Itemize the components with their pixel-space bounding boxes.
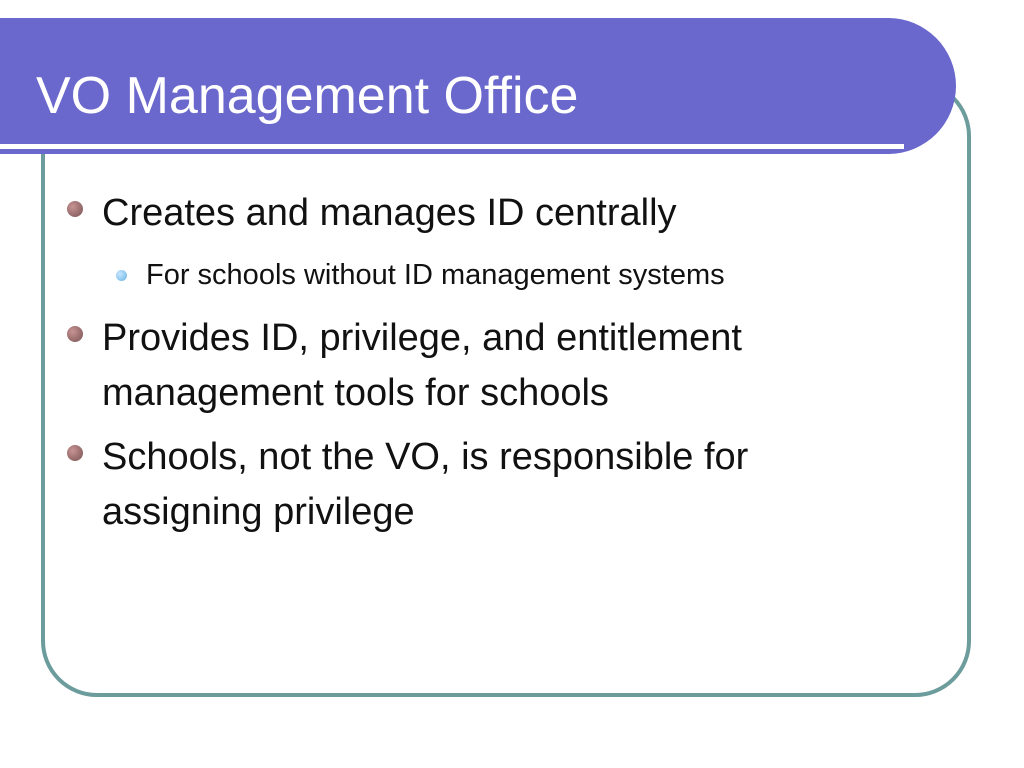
title-banner bbox=[0, 18, 956, 154]
sub-bullet-text: For schools without ID management systems bbox=[146, 259, 725, 291]
bullet-text-line-2: management tools for schools bbox=[102, 372, 609, 414]
bullet-text-line-2: assigning privilege bbox=[102, 491, 415, 533]
bullet-item bbox=[102, 186, 677, 241]
bullet-text-line-1: Schools, not the VO, is responsible for bbox=[102, 436, 749, 478]
slide-title: VO Management Office bbox=[36, 67, 579, 125]
sub-bullet-item bbox=[146, 256, 725, 294]
bullet-item bbox=[102, 430, 748, 540]
bullet-dot-icon bbox=[67, 326, 83, 342]
bullet-dot-icon bbox=[67, 445, 83, 461]
bullet-text-line-1: Provides ID, privilege, and entitlement bbox=[102, 317, 742, 359]
bullet-dot-icon bbox=[67, 201, 83, 217]
sub-bullet-dot-icon bbox=[116, 270, 127, 281]
bullet-text: Creates and manages ID centrally bbox=[102, 192, 677, 234]
title-underline bbox=[0, 144, 904, 149]
bullet-item bbox=[102, 311, 742, 421]
